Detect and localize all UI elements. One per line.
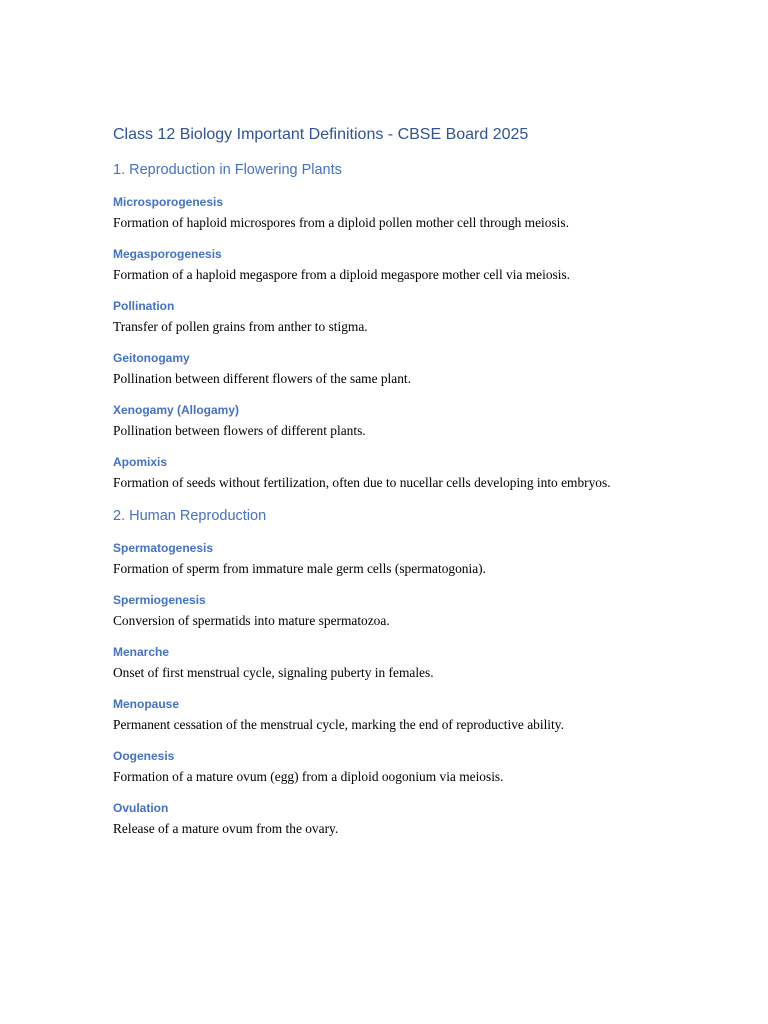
document-title: Class 12 Biology Important Definitions - CBSE Board 2025 [113,126,529,143]
definition-text: Formation of seeds without fertilization, often due to nucellar cells developing into embryos. [113,475,611,490]
term-heading: Megasporogenesis [113,247,222,261]
definition-text: Permanent cessation of the menstrual cycle, marking the end of reproductive ability. [113,717,564,732]
definition-text: Pollination between different flowers of the same plant. [113,371,411,386]
section-heading: 1. Reproduction in Flowering Plants [113,162,342,178]
definition-entry [113,350,633,388]
term-heading: Ovulation [113,801,169,815]
term-heading: Pollination [113,299,175,313]
term-heading: Spermatogenesis [113,541,214,555]
definition-text: Conversion of spermatids into mature spermatozoa. [113,613,390,628]
definition-entry [113,748,633,786]
term-heading: Xenogamy (Allogamy) [113,403,240,417]
definition-entry [113,194,633,232]
definition-entry [113,402,633,440]
definition-text: Pollination between flowers of different plants. [113,423,366,438]
definition-text: Formation of a haploid megaspore from a diploid megaspore mother cell via meiosis. [113,267,571,282]
term-heading: Oogenesis [113,749,175,763]
definition-entry [113,298,633,336]
definition-entry [113,800,633,838]
term-heading: Geitonogamy [113,351,190,365]
definition-text: Release of a mature ovum from the ovary. [113,821,339,836]
definition-text: Formation of sperm from immature male germ cells (spermatogonia). [113,561,486,576]
definition-text: Transfer of pollen grains from anther to stigma. [113,319,368,334]
definition-entry [113,644,633,682]
definition-text: Formation of haploid microspores from a diploid pollen mother cell through meiosis. [113,215,569,230]
section-human-reproduction [113,506,633,838]
document-page [113,124,633,852]
term-heading: Menopause [113,697,180,711]
term-heading: Spermiogenesis [113,593,206,607]
definition-entry [113,540,633,578]
definition-entry [113,592,633,630]
term-heading: Microsporogenesis [113,195,224,209]
section-heading: 2. Human Reproduction [113,508,267,524]
section-reproduction-in-flowering-plants [113,160,633,492]
definition-text: Onset of first menstrual cycle, signaling puberty in females. [113,665,434,680]
definition-text: Formation of a mature ovum (egg) from a diploid oogonium via meiosis. [113,769,504,784]
definition-entry [113,696,633,734]
term-heading: Apomixis [113,455,168,469]
definition-entry [113,246,633,284]
term-heading: Menarche [113,645,170,659]
definition-entry [113,454,633,492]
